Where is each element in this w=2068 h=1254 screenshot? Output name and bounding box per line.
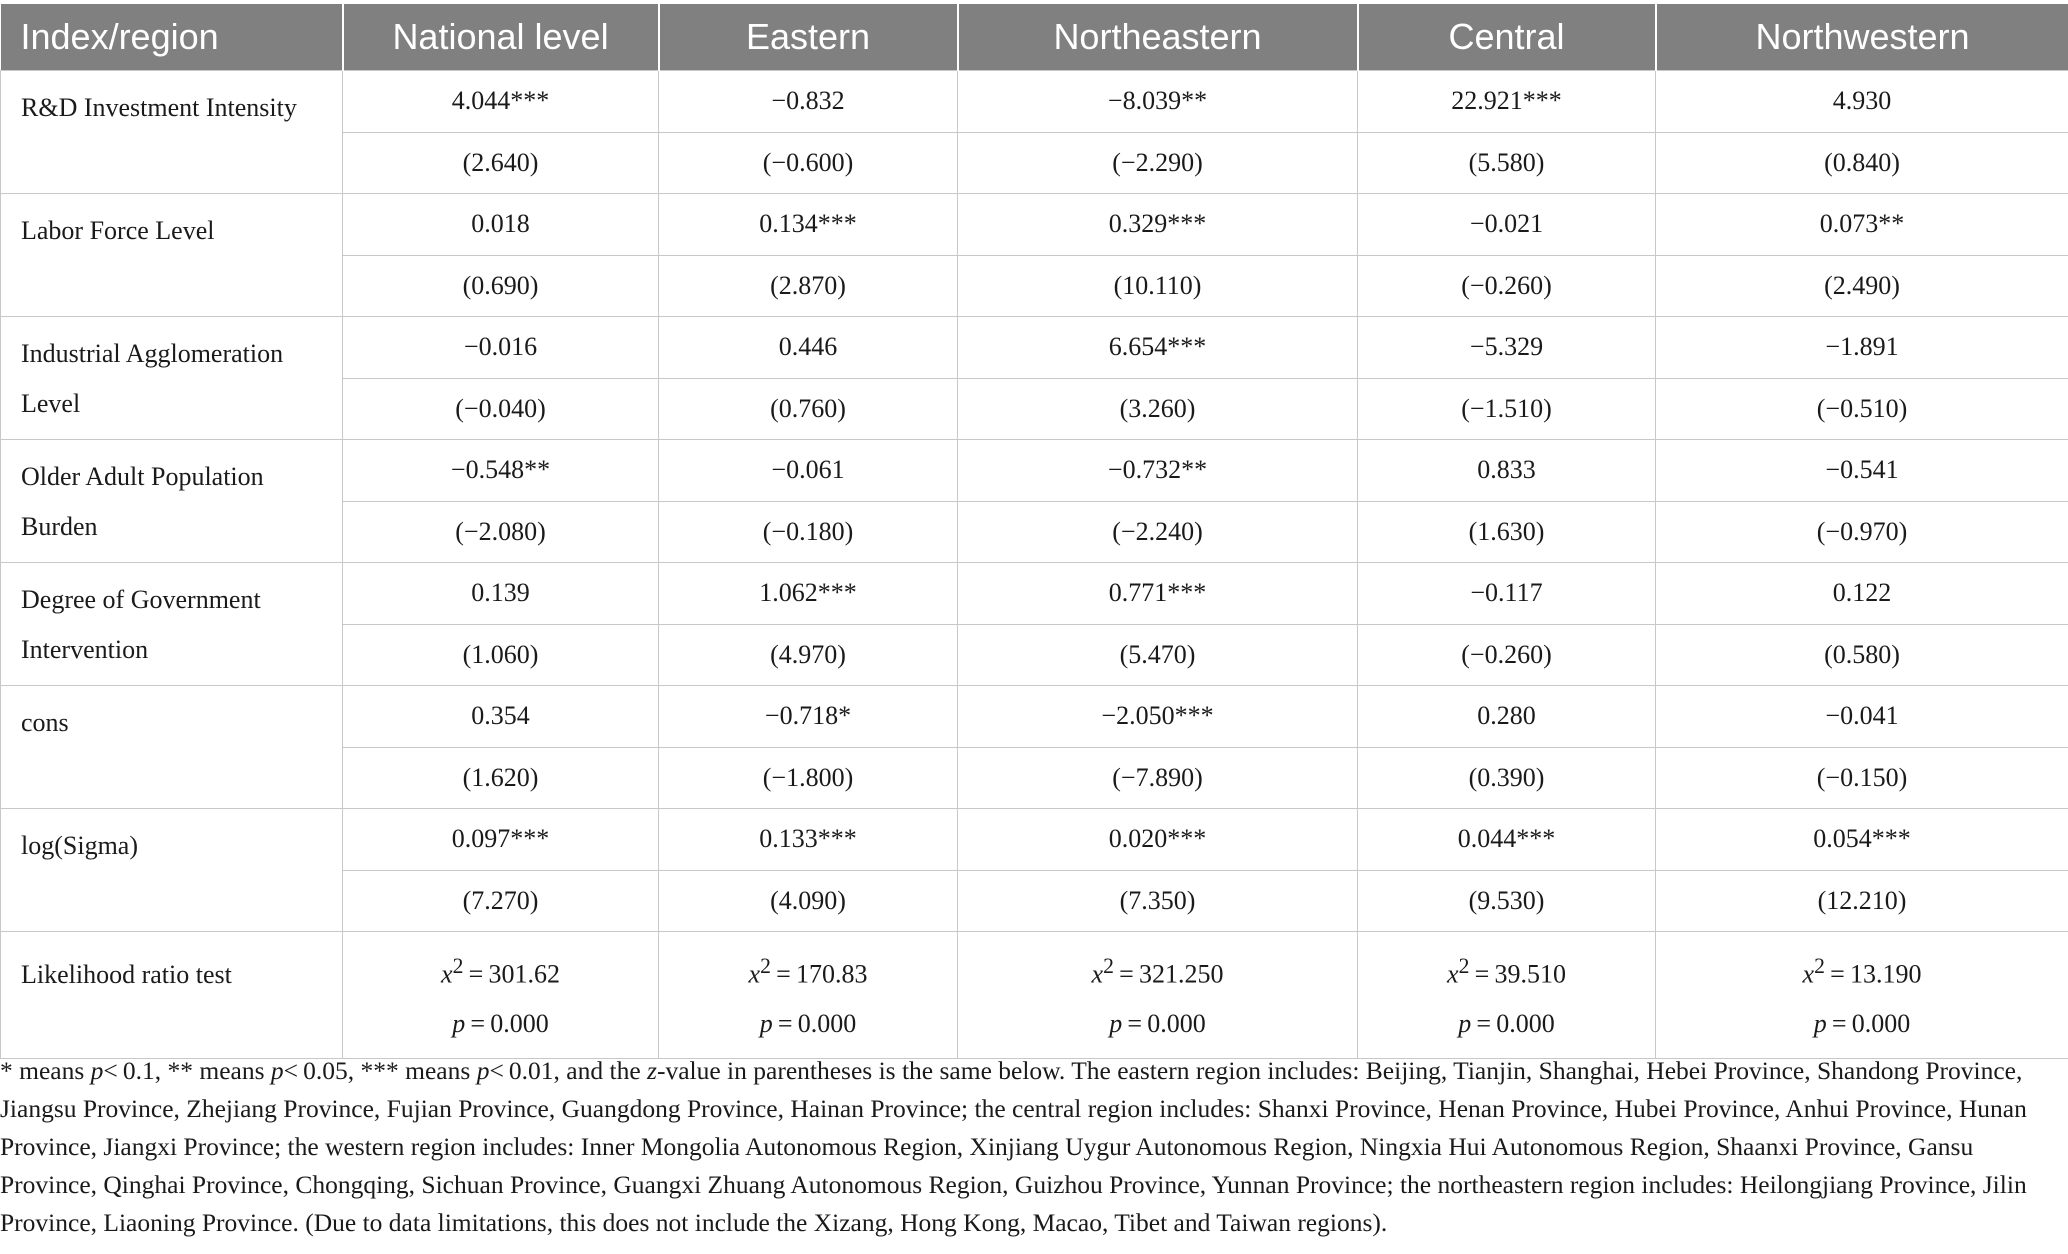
coef-cell: −0.832 xyxy=(659,71,958,133)
coef-cell: −0.041 xyxy=(1656,686,2068,748)
chi-square-value: $x^2 = 170.83$ xyxy=(748,953,868,989)
header-northwestern: Northwestern xyxy=(1656,4,2068,71)
coef-cell: −8.039** xyxy=(958,71,1358,133)
z-cell: (0.840) xyxy=(1656,132,2068,194)
coef-cell: 0.122 xyxy=(1656,563,2068,625)
chi-square-value: $x^2 = 321.250$ xyxy=(1091,953,1224,989)
row-label: cons xyxy=(1,686,343,809)
row-label: Degree of Government Intervention xyxy=(1,563,343,686)
z-cell: (−1.510) xyxy=(1358,378,1656,440)
coef-cell: 0.329*** xyxy=(958,194,1358,256)
coef-cell: 0.446 xyxy=(659,317,958,379)
z-cell: (−1.800) xyxy=(659,747,958,809)
z-cell: (−0.040) xyxy=(343,378,659,440)
chi-square-value: $x^2 = 39.510$ xyxy=(1447,953,1566,989)
coef-cell: 0.354 xyxy=(343,686,659,748)
z-cell: (4.090) xyxy=(659,870,958,932)
coef-cell: −0.061 xyxy=(659,440,958,502)
z-cell: (10.110) xyxy=(958,255,1358,317)
coef-cell: 0.833 xyxy=(1358,440,1656,502)
lr-cell xyxy=(958,932,1358,1059)
coef-cell: −0.732** xyxy=(958,440,1358,502)
lr-test-row xyxy=(1,932,2068,1059)
chi-square-value: $x^2 = 13.190$ xyxy=(1802,953,1922,989)
z-cell: (−0.260) xyxy=(1358,255,1656,317)
coef-row xyxy=(1,809,2068,871)
coef-cell: 0.073** xyxy=(1656,194,2068,256)
coef-cell: 0.044*** xyxy=(1358,809,1656,871)
coef-cell: −0.016 xyxy=(343,317,659,379)
coef-cell: −0.117 xyxy=(1358,563,1656,625)
header-northeastern: Northeastern xyxy=(958,4,1358,71)
header-index-region: Index/region xyxy=(1,4,343,71)
header-eastern: Eastern xyxy=(659,4,958,71)
z-cell: (9.530) xyxy=(1358,870,1656,932)
z-cell: (−2.080) xyxy=(343,501,659,563)
z-cell: (5.470) xyxy=(958,624,1358,686)
z-cell: (−0.600) xyxy=(659,132,958,194)
coef-cell: 0.020*** xyxy=(958,809,1358,871)
coef-cell: 1.062*** xyxy=(659,563,958,625)
z-cell: (0.390) xyxy=(1358,747,1656,809)
z-cell: (−2.240) xyxy=(958,501,1358,563)
table-footnote: * means p< 0.1, ** means p< 0.05, *** means p< 0.01, and the z-value in parentheses is the same below. The eastern region includes: Beijing, Tianjin, Shanghai, Hebei Province, Shandong Province, Jiangsu Province, Zhejiang Province, Fujian Province, Guangdong Province, Hainan Province; the central region includes: Shanxi Province, Henan Province, Hubei Province, Anhui Province, Hunan Province, Jiangxi Province; the western region includes: Inner Mongolia Autonomous Region, Xinjiang Uygur Autonomous Region, Ningxia Hui Autonomous Region, Shaanxi Province, Gansu Province, Qinghai Province, Chongqing, Sichuan Province, Guangxi Zhuang Autonomous Region, Guizhou Province, Yunnan Province; the northeastern region includes: Heilongjiang Province, Jilin Province, Liaoning Province. (Due to data limitations, this does not include the Xizang, Hong Kong, Macao, Tibet and Taiwan regions). xyxy=(0,1056,2027,1237)
p-value: p = 0.000 xyxy=(452,1009,549,1039)
coef-cell: 0.280 xyxy=(1358,686,1656,748)
header-central: Central xyxy=(1358,4,1656,71)
header-national-level: National level xyxy=(343,4,659,71)
p-value: p = 0.000 xyxy=(1458,1009,1555,1039)
z-cell: (0.580) xyxy=(1656,624,2068,686)
z-cell: (2.490) xyxy=(1656,255,2068,317)
z-cell: (4.970) xyxy=(659,624,958,686)
z-cell: (−0.970) xyxy=(1656,501,2068,563)
p-value: p = 0.000 xyxy=(1109,1009,1206,1039)
lr-cell xyxy=(343,932,659,1059)
z-cell: (0.690) xyxy=(343,255,659,317)
z-cell: (−7.890) xyxy=(958,747,1358,809)
coef-cell: −0.021 xyxy=(1358,194,1656,256)
coef-row xyxy=(1,71,2068,133)
z-cell: (−0.260) xyxy=(1358,624,1656,686)
lr-cell xyxy=(659,932,958,1059)
coef-cell: −1.891 xyxy=(1656,317,2068,379)
coef-cell: 0.133*** xyxy=(659,809,958,871)
z-cell: (1.630) xyxy=(1358,501,1656,563)
coef-cell: −0.548** xyxy=(343,440,659,502)
row-label: Likelihood ratio test xyxy=(1,932,343,1059)
coef-cell: −0.541 xyxy=(1656,440,2068,502)
z-cell: (7.270) xyxy=(343,870,659,932)
z-cell: (2.640) xyxy=(343,132,659,194)
row-label: Older Adult Population Burden xyxy=(1,440,343,563)
z-cell: (3.260) xyxy=(958,378,1358,440)
z-cell: (2.870) xyxy=(659,255,958,317)
coef-cell: 0.054*** xyxy=(1656,809,2068,871)
coef-cell: 4.044*** xyxy=(343,71,659,133)
z-cell: (12.210) xyxy=(1656,870,2068,932)
regression-table xyxy=(0,4,2068,1059)
lr-cell xyxy=(1358,932,1656,1059)
row-label: Labor Force Level xyxy=(1,194,343,317)
row-label: R&D Investment Intensity xyxy=(1,71,343,194)
row-label: log(Sigma) xyxy=(1,809,343,932)
coef-row xyxy=(1,686,2068,748)
coef-row xyxy=(1,440,2068,502)
z-cell: (−0.180) xyxy=(659,501,958,563)
chi-square-value: $x^2 = 301.62$ xyxy=(441,953,560,989)
coef-cell: −5.329 xyxy=(1358,317,1656,379)
coef-cell: 0.097*** xyxy=(343,809,659,871)
z-cell: (1.620) xyxy=(343,747,659,809)
p-value: p = 0.000 xyxy=(1813,1009,1911,1039)
z-cell: (0.760) xyxy=(659,378,958,440)
lr-cell xyxy=(1656,932,2068,1059)
coef-cell: −2.050*** xyxy=(958,686,1358,748)
z-cell: (1.060) xyxy=(343,624,659,686)
coef-cell: 0.018 xyxy=(343,194,659,256)
p-value: p = 0.000 xyxy=(759,1009,857,1039)
header-row xyxy=(1,4,2068,71)
coef-cell: 0.139 xyxy=(343,563,659,625)
coef-cell: 22.921*** xyxy=(1358,71,1656,133)
coef-cell: 0.771*** xyxy=(958,563,1358,625)
coef-cell: 0.134*** xyxy=(659,194,958,256)
row-label: Industrial Agglomeration Level xyxy=(1,317,343,440)
z-cell: (−2.290) xyxy=(958,132,1358,194)
z-cell: (−0.150) xyxy=(1656,747,2068,809)
coef-cell: −0.718* xyxy=(659,686,958,748)
z-cell: (−0.510) xyxy=(1656,378,2068,440)
z-cell: (5.580) xyxy=(1358,132,1656,194)
z-cell: (7.350) xyxy=(958,870,1358,932)
coef-row xyxy=(1,194,2068,256)
coef-row xyxy=(1,563,2068,625)
coef-cell: 4.930 xyxy=(1656,71,2068,133)
coef-cell: 6.654*** xyxy=(958,317,1358,379)
coef-row xyxy=(1,317,2068,379)
